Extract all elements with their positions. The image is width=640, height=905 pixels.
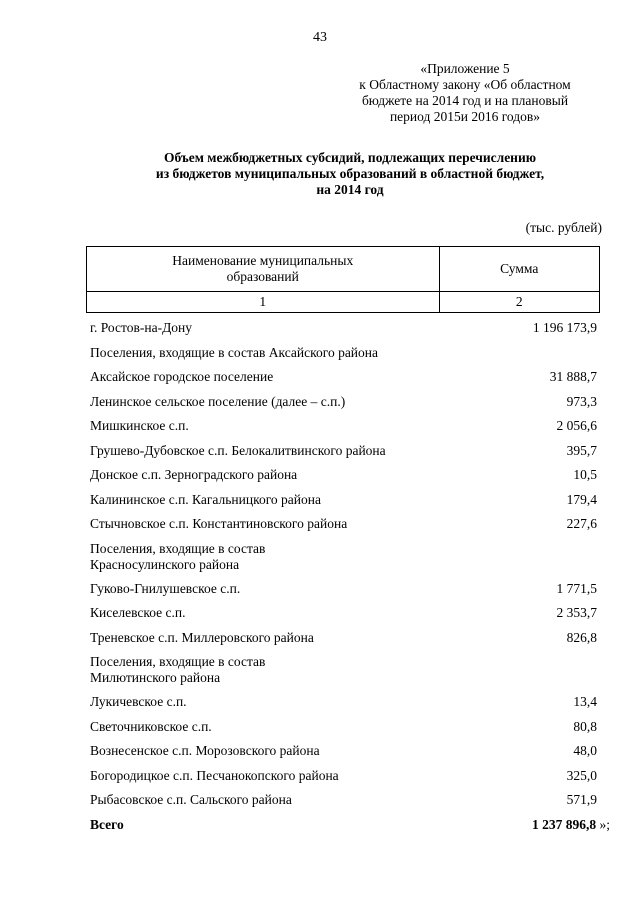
row-name: Донское с.п. Зерноградского района: [90, 467, 298, 482]
table-row: [90, 581, 610, 606]
header-sum: Сумма: [439, 247, 599, 292]
row-name: Рыбасовское с.п. Сальского района: [90, 792, 292, 807]
row-name: Мишкинское с.п.: [90, 418, 189, 433]
row-name: Грушево-Дубовское с.п. Белокалитвинского района: [90, 442, 386, 458]
row-value: 826,8: [566, 629, 597, 645]
appendix-line: период 2015и 2016 годов»: [389, 109, 541, 124]
row-value: 10,5: [573, 467, 597, 482]
row-name: Поселения, входящие в состав Аксайского района: [90, 344, 379, 360]
units-label: (тыс. рублей): [525, 220, 602, 235]
row-value: 179,4: [566, 491, 597, 507]
header-name: [87, 247, 440, 292]
table-row: [90, 630, 610, 655]
table-row: [90, 605, 610, 630]
row-value: 48,0: [573, 743, 597, 758]
row-value: 2 353,7: [556, 605, 597, 620]
row-name: Лукичевское с.п.: [90, 694, 187, 709]
document-title: [0, 150, 640, 198]
appendix-line: к Областному закону «Об областном: [359, 77, 571, 92]
title-line: Объем межбюджетных субсидий, подлежащих перечислению: [163, 150, 537, 165]
row-value: 973,3: [566, 393, 597, 409]
header-name-text: Наименование муниципальных образований: [172, 253, 354, 284]
table-row: [90, 467, 610, 492]
row-value: 395,7: [566, 442, 597, 458]
title-line: из бюджетов муниципальных образований в областной бюджет,: [155, 166, 545, 181]
row-name: Стычновское с.п. Константиновского района: [90, 516, 348, 531]
row-value: 325,0: [566, 767, 597, 783]
appendix-reference: [330, 61, 600, 125]
table-row: [90, 719, 610, 744]
column-number: 2: [439, 292, 599, 313]
row-name: Поселения, входящие в состав Красносулинского района: [90, 540, 266, 572]
row-value: 227,6: [566, 516, 597, 531]
table-row: [90, 768, 610, 793]
row-value: 571,9: [566, 792, 597, 807]
row-value: 31 888,7: [549, 369, 597, 384]
row-name: Светочниковское с.п.: [90, 718, 212, 734]
row-name: г. Ростов-на-Дону: [90, 320, 193, 335]
total-label: Всего: [90, 816, 124, 832]
table-row: [90, 394, 610, 419]
row-value: 1 771,5: [556, 580, 597, 596]
table-row: [90, 694, 610, 719]
appendix-line: бюджете на 2014 год и на плановый: [361, 93, 569, 108]
table-row: [90, 492, 610, 517]
row-value: 1 196 173,9: [532, 320, 597, 335]
total-value: [460, 817, 610, 833]
table-row: [90, 654, 610, 694]
row-name: Аксайское городское поселение: [90, 369, 274, 384]
table-row: [90, 345, 610, 370]
title-line: на 2014 год: [316, 182, 384, 197]
total-row: [90, 817, 610, 842]
page-number: 43: [313, 30, 327, 45]
row-name: Богородицкое с.п. Песчанокопского района: [90, 767, 339, 783]
appendix-line: «Приложение 5: [420, 61, 510, 76]
table-body: [90, 320, 610, 841]
row-name: Киселевское с.п.: [90, 605, 186, 620]
table-row: [90, 320, 610, 345]
table-row: [90, 541, 610, 581]
row-name: Гуково-Гнилушевское с.п.: [90, 580, 241, 596]
total-amount: 1 237 896,8: [531, 816, 597, 832]
row-name: Поселения, входящие в состав Милютинского района: [90, 654, 266, 685]
table-row: [90, 743, 610, 768]
table-row: [90, 516, 610, 541]
table-header: [86, 246, 600, 313]
row-name: Калининское с.п. Кагальницкого района: [90, 491, 321, 507]
table-row: [90, 418, 610, 443]
table-row: [90, 792, 610, 817]
row-value: 13,4: [573, 694, 597, 709]
row-name: Ленинское сельское поселение (далее – с.п.): [90, 393, 346, 409]
closing-quote: »;: [596, 816, 610, 832]
row-value: 2 056,6: [556, 418, 597, 433]
row-value: 80,8: [573, 718, 597, 734]
row-name: Треневское с.п. Миллеровского района: [90, 629, 314, 645]
table-row: [90, 369, 610, 394]
table-row: [90, 443, 610, 468]
row-name: Вознесенское с.п. Морозовского района: [90, 743, 320, 758]
column-number: 1: [87, 292, 440, 313]
